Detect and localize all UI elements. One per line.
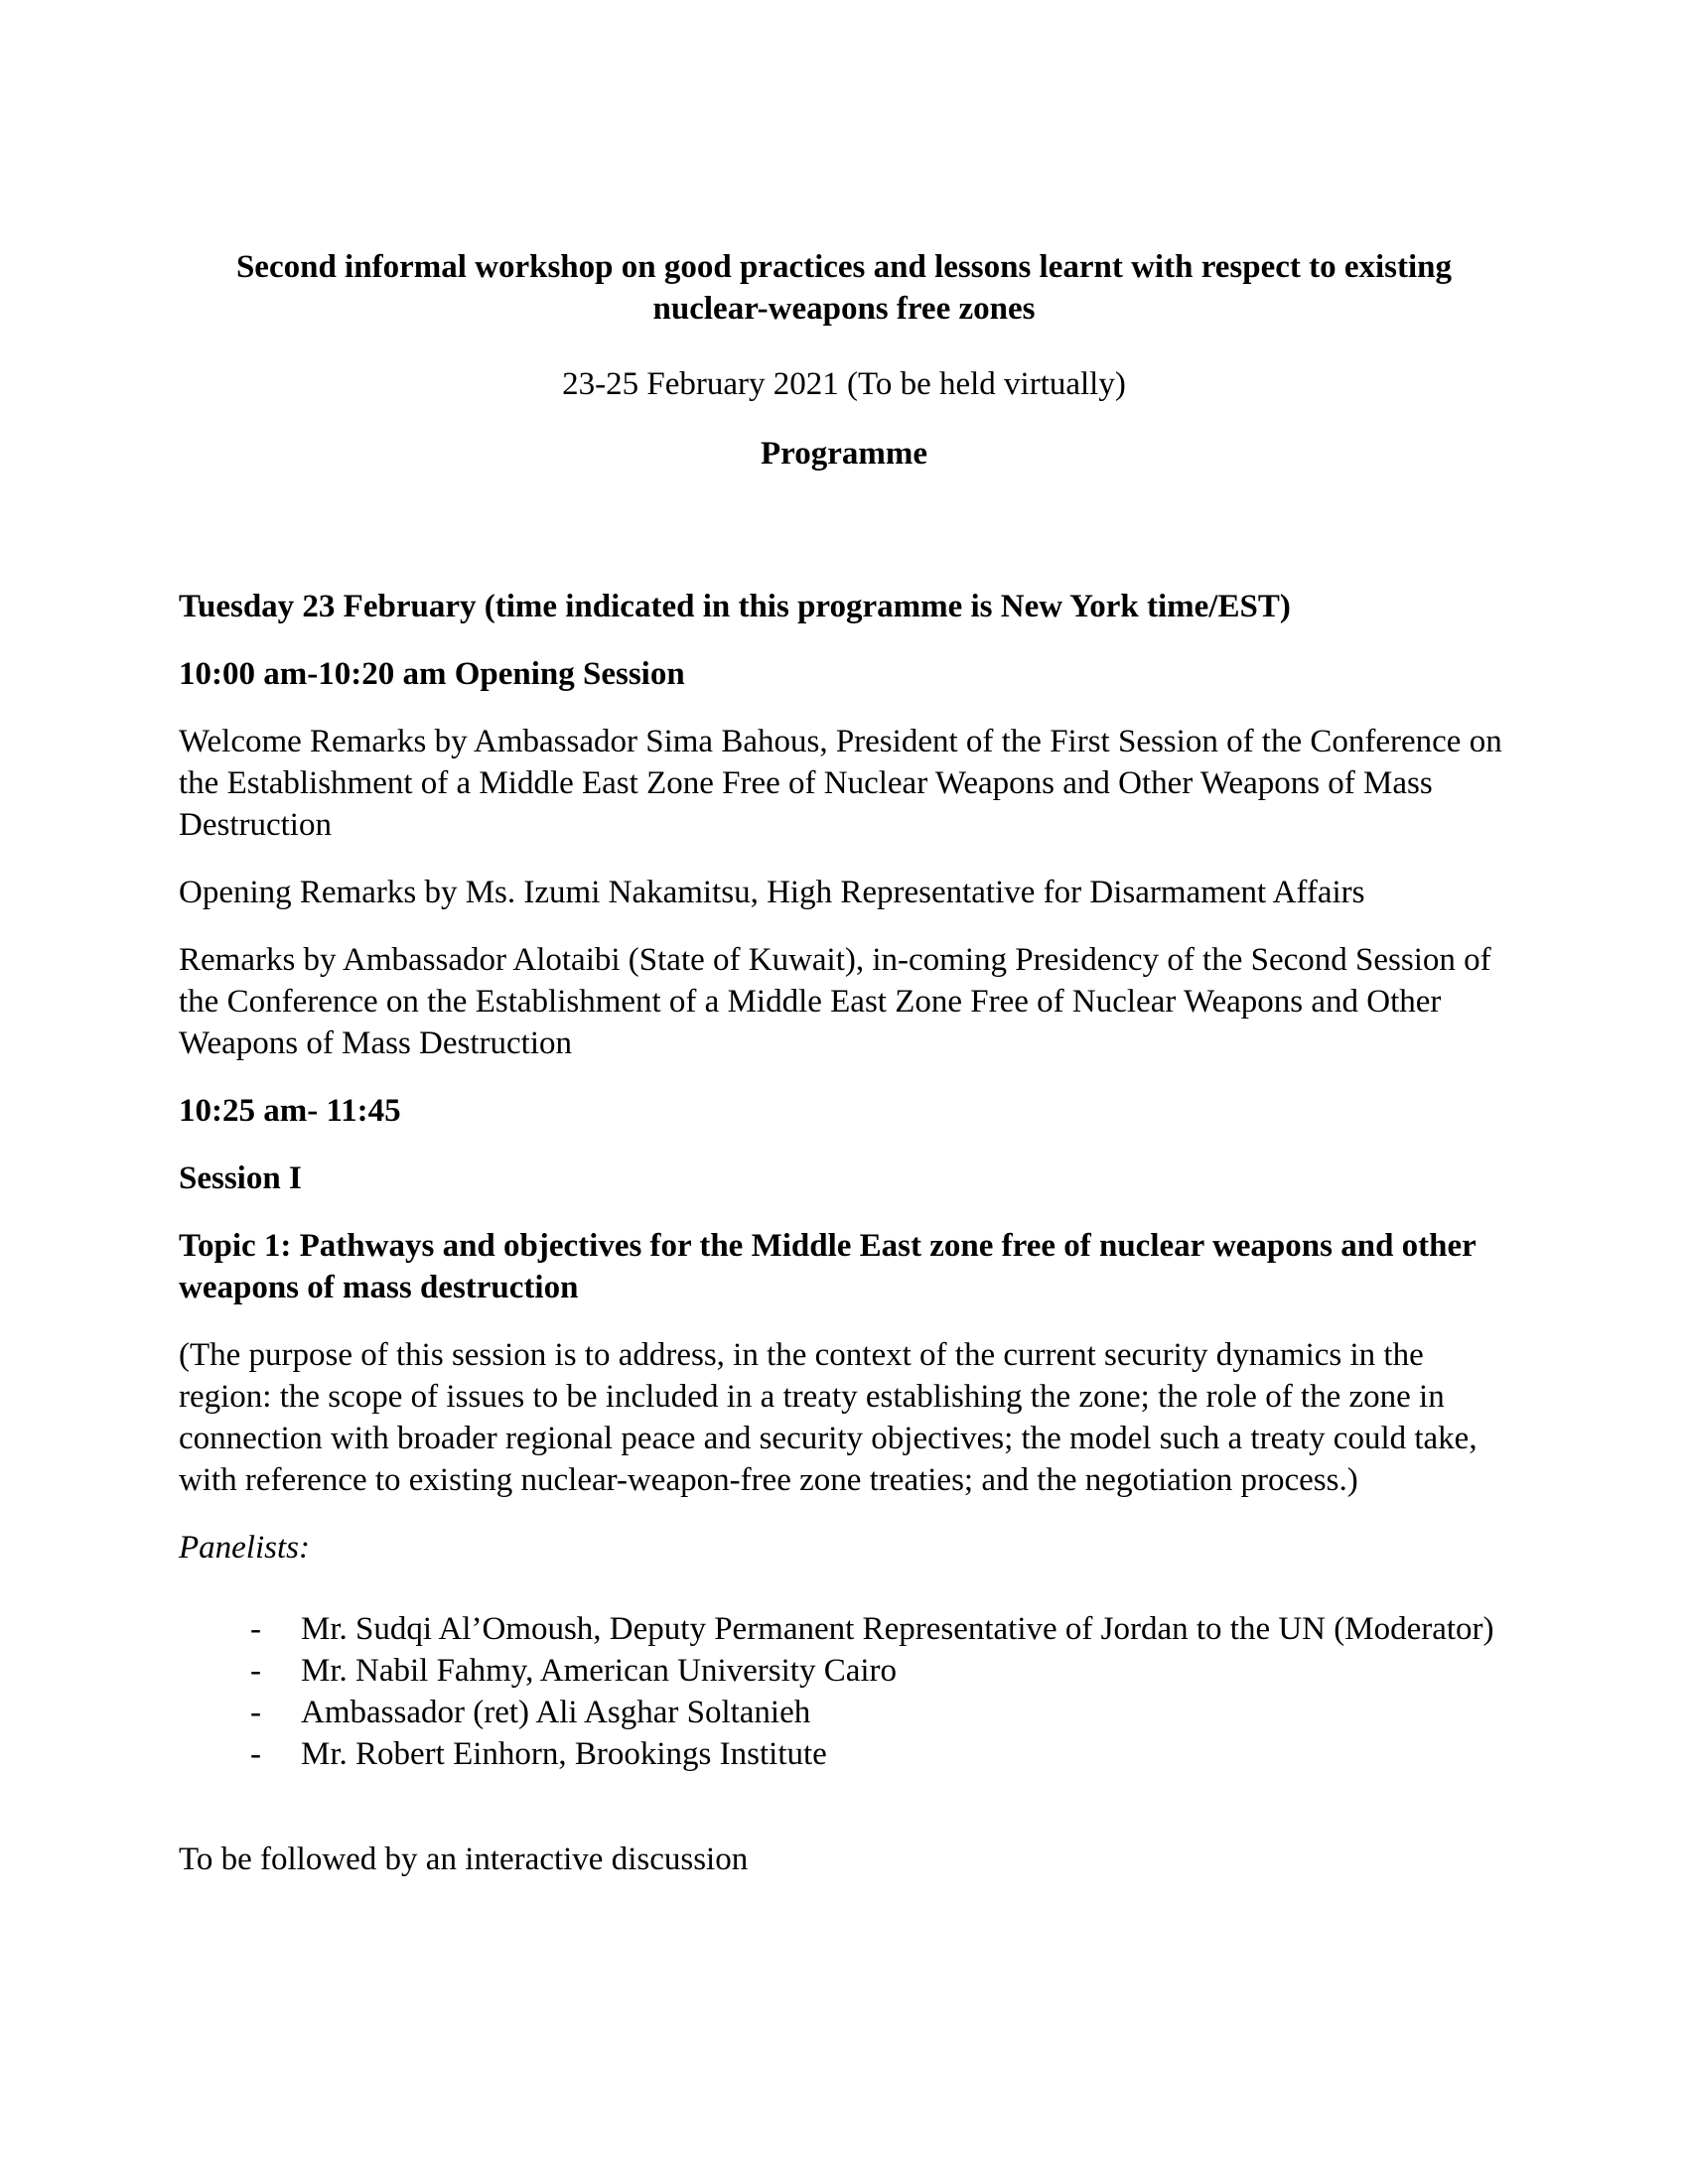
welcome-remarks-paragraph: Welcome Remarks by Ambassador Sima Bahous, President of the First Session of the Conference on the Establishment of a Middle East Zone Free of Nuclear Weapons and Other Weapons of Mass Destruction [179, 724, 1502, 843]
session-time-heading: 10:25 am- 11:45 [179, 1093, 401, 1129]
opening-remarks-paragraph: Opening Remarks by Ms. Izumi Nakamitsu, High Representative for Disarmament Affairs [179, 875, 1365, 910]
panelists-label: Panelists: [179, 1530, 310, 1566]
topic-heading: Topic 1: Pathways and objectives for the Middle East zone free of nuclear weapons and other weapons of mass destruction [179, 1228, 1477, 1305]
dash-bullet: - [250, 1611, 261, 1647]
programme-heading: Programme [761, 436, 927, 472]
panelist-list [179, 1608, 1509, 1775]
kuwait-remarks-paragraph: Remarks by Ambassador Alotaibi (State of Kuwait), in-coming Presidency of the Second Session of the Conference on the Establishment of a Middle East Zone Free of Nuclear Weapons and Other Weapons of Mass Destruction [179, 942, 1491, 1061]
dash-bullet: - [250, 1653, 261, 1689]
event-date-line: 23-25 February 2021 (To be held virtually) [562, 366, 1126, 402]
session-purpose-paragraph: (The purpose of this session is to address, in the context of the current security dynamics in the region: the scope of issues to be included in a treaty establishing the zone; the role of the zone in connection with broader regional peace and security objectives; the model such a treaty could take, with reference to existing nuclear-weapon-free zone treaties; and the negotiation process.) [179, 1337, 1477, 1498]
list-item [179, 1650, 1509, 1692]
panelist-name: Mr. Nabil Fahmy, American University Cairo [301, 1653, 898, 1689]
list-item [179, 1608, 1509, 1650]
panelist-name: Ambassador (ret) Ali Asghar Soltanieh [301, 1695, 811, 1730]
day-heading: Tuesday 23 February (time indicated in this programme is New York time/EST) [179, 589, 1291, 624]
session-heading: Session I [179, 1160, 302, 1196]
panelist-name: Mr. Sudqi Al’Omoush, Deputy Permanent Representative of Jordan to the UN (Moderator) [301, 1611, 1494, 1647]
list-item [179, 1733, 1509, 1775]
list-item [179, 1692, 1509, 1733]
dash-bullet: - [250, 1736, 261, 1772]
opening-session-heading: 10:00 am-10:20 am Opening Session [179, 656, 685, 692]
dash-bullet: - [250, 1695, 261, 1730]
document-title: Second informal workshop on good practices and lessons learnt with respect to existing nuclear-weapons free zones [235, 249, 1453, 327]
panelist-name: Mr. Robert Einhorn, Brookings Institute [301, 1736, 827, 1772]
closing-note: To be followed by an interactive discussion [179, 1842, 749, 1877]
